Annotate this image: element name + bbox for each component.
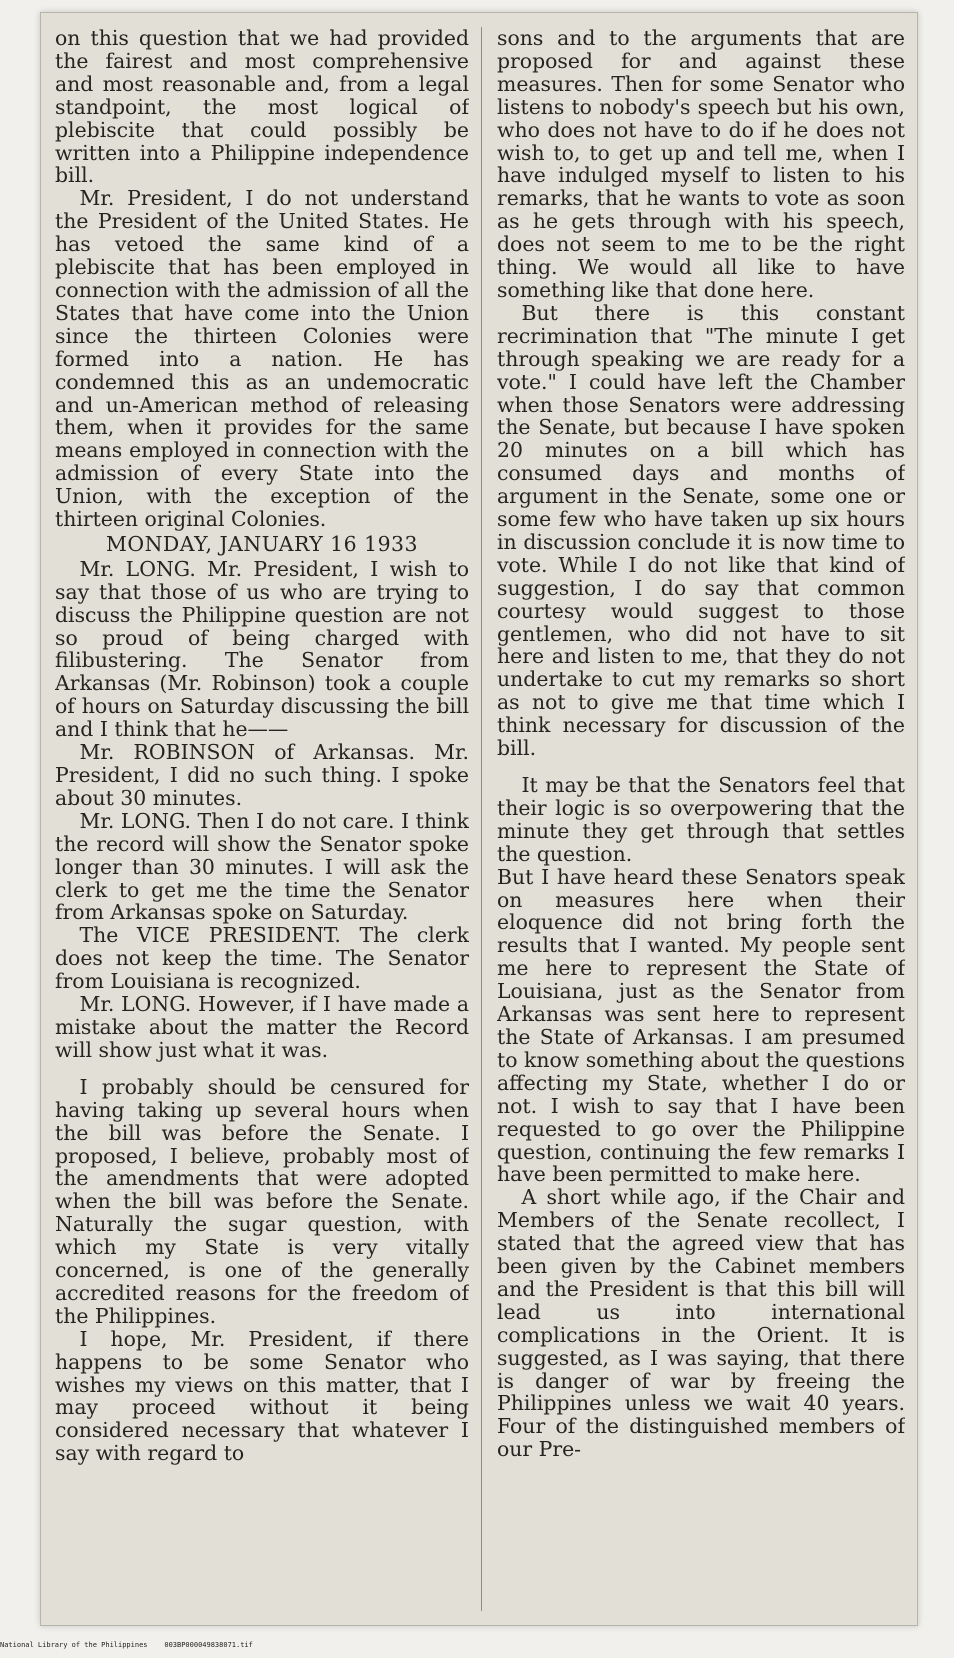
paragraph: But there is this constant recrimination that "The minute I get through speaking we are ready for a vote." I could have left the Chamber when those Senators were addressing the Senate, but because I have spoken 20 minutes on a bill which has consumed days and months of argument in the Senate, some one or some few who have taken up six hours in discussion conclude it is now time to vote. While I do not like that kind of suggestion, I do say that common courtesy would suggest to those gentlemen, who did not have to sit here and listen to me, that they do not undertake to cut my remarks so short as not to give me that time which I think necessary for discussion of the bill. (497, 300, 905, 761)
paragraph: Mr. ROBINSON of Arkansas. Mr. President, I did no such thing. I spoke about 30 minutes. (55, 740, 469, 810)
paragraph: Mr. LONG. Mr. President, I wish to say that those of us who are trying to discuss the Philippine question are not so proud of being charged with filibustering. The Senator from Arkansas (Mr. Robinson) took a couple of hours on Saturday discussing the bill and I think that he—— (55, 556, 469, 742)
dateline: MONDAY, JANUARY 16 1933 (106, 531, 418, 556)
paragraph: Mr. LONG. Then I do not care. I think the record will show the Senator spoke longer than 30 minutes. I will ask the clerk to get me the time the Senator from Arkansas spoke on Saturday. (55, 808, 469, 925)
paragraph: I probably should be censured for having taking up several hours when the bill was before the Senate. I proposed, I believe, probably most of the amendments that were adopted when the bill was before the Senate. Naturally the sugar question, with which my State is very vitally concerned, is one of the generally accredited reasons for the freedom of the Philippines. (55, 1074, 469, 1328)
paragraph: The VICE PRESIDENT. The clerk does not keep the time. The Senator from Louisiana is recognized. (55, 923, 469, 994)
column-divider (481, 27, 482, 1611)
paragraph: sons and to the arguments that are proposed for and against these measures. Then for some Senator who listens to nobody's speech but his own, who does not have to do if he does not wish to, to get up and tell me, when I have indulged myself to listen to his remarks, that he wants to vote as soon as he gets through with his speech, does not seem to me to be the right thing. We would all like to have something like that done here. (497, 27, 905, 302)
paragraph: I hope, Mr. President, if there happens to be some Senator who wishes my views on this matter, that I may proceed without it being considered necessary that whatever I say with regard to (55, 1326, 469, 1466)
paragraph: on this question that we had provided the fairest and most comprehensive and most reasonable and, from a legal standpoint, the most logical of plebiscite that could possibly be written into a Philippine independence bill. (55, 27, 469, 188)
right-column (497, 27, 905, 1611)
left-column (55, 27, 469, 1611)
paragraph: It may be that the Senators feel that their logic is so overpowering that the minute they get through that settles the question. (497, 773, 905, 866)
newspaper-clipping (40, 12, 918, 1626)
paragraph: Mr. President, I do not understand the President of the United States. He has vetoed the same kind of a plebiscite that has been employed in connection with the admission of all the States that have come into the Union since the thirteen Colonies were formed into a nation. He has condemned this as an undemocratic and un-American method of releasing them, when it provides for the same means employed in connection with the admission of every State into the Union, with the exception of the thirteen original Colonies. (55, 186, 469, 532)
archive-footer: National Library of the Philippines 003BP000049838071.tif (0, 1641, 253, 1649)
paragraph: A short while ago, if the Chair and Members of the Senate recollect, I stated that the agreed view that has been given by the Cabinet members and the President is that this bill will lead us into international complications in the Orient. It is suggested, as I was saying, that there is danger of war by freeing the Philippines unless we wait 40 years. Four of the distinguished members of our Pre- (497, 1185, 905, 1462)
paragraph: Mr. LONG. However, if I have made a mistake about the matter the Record will show just what it was. (55, 992, 469, 1062)
paragraph: But I have heard these Senators speak on measures here when their eloquence did not bring forth the results that I wanted. My people sent me here to represent the State of Louisiana, just as the Senator from Arkansas was sent here to represent the State of Arkansas. I am presumed to know something about the questions affecting my State, whether I do or not. I wish to say that I have been requested to go over the Philippine question, continuing the few remarks I have been permitted to make here. (497, 864, 905, 1187)
